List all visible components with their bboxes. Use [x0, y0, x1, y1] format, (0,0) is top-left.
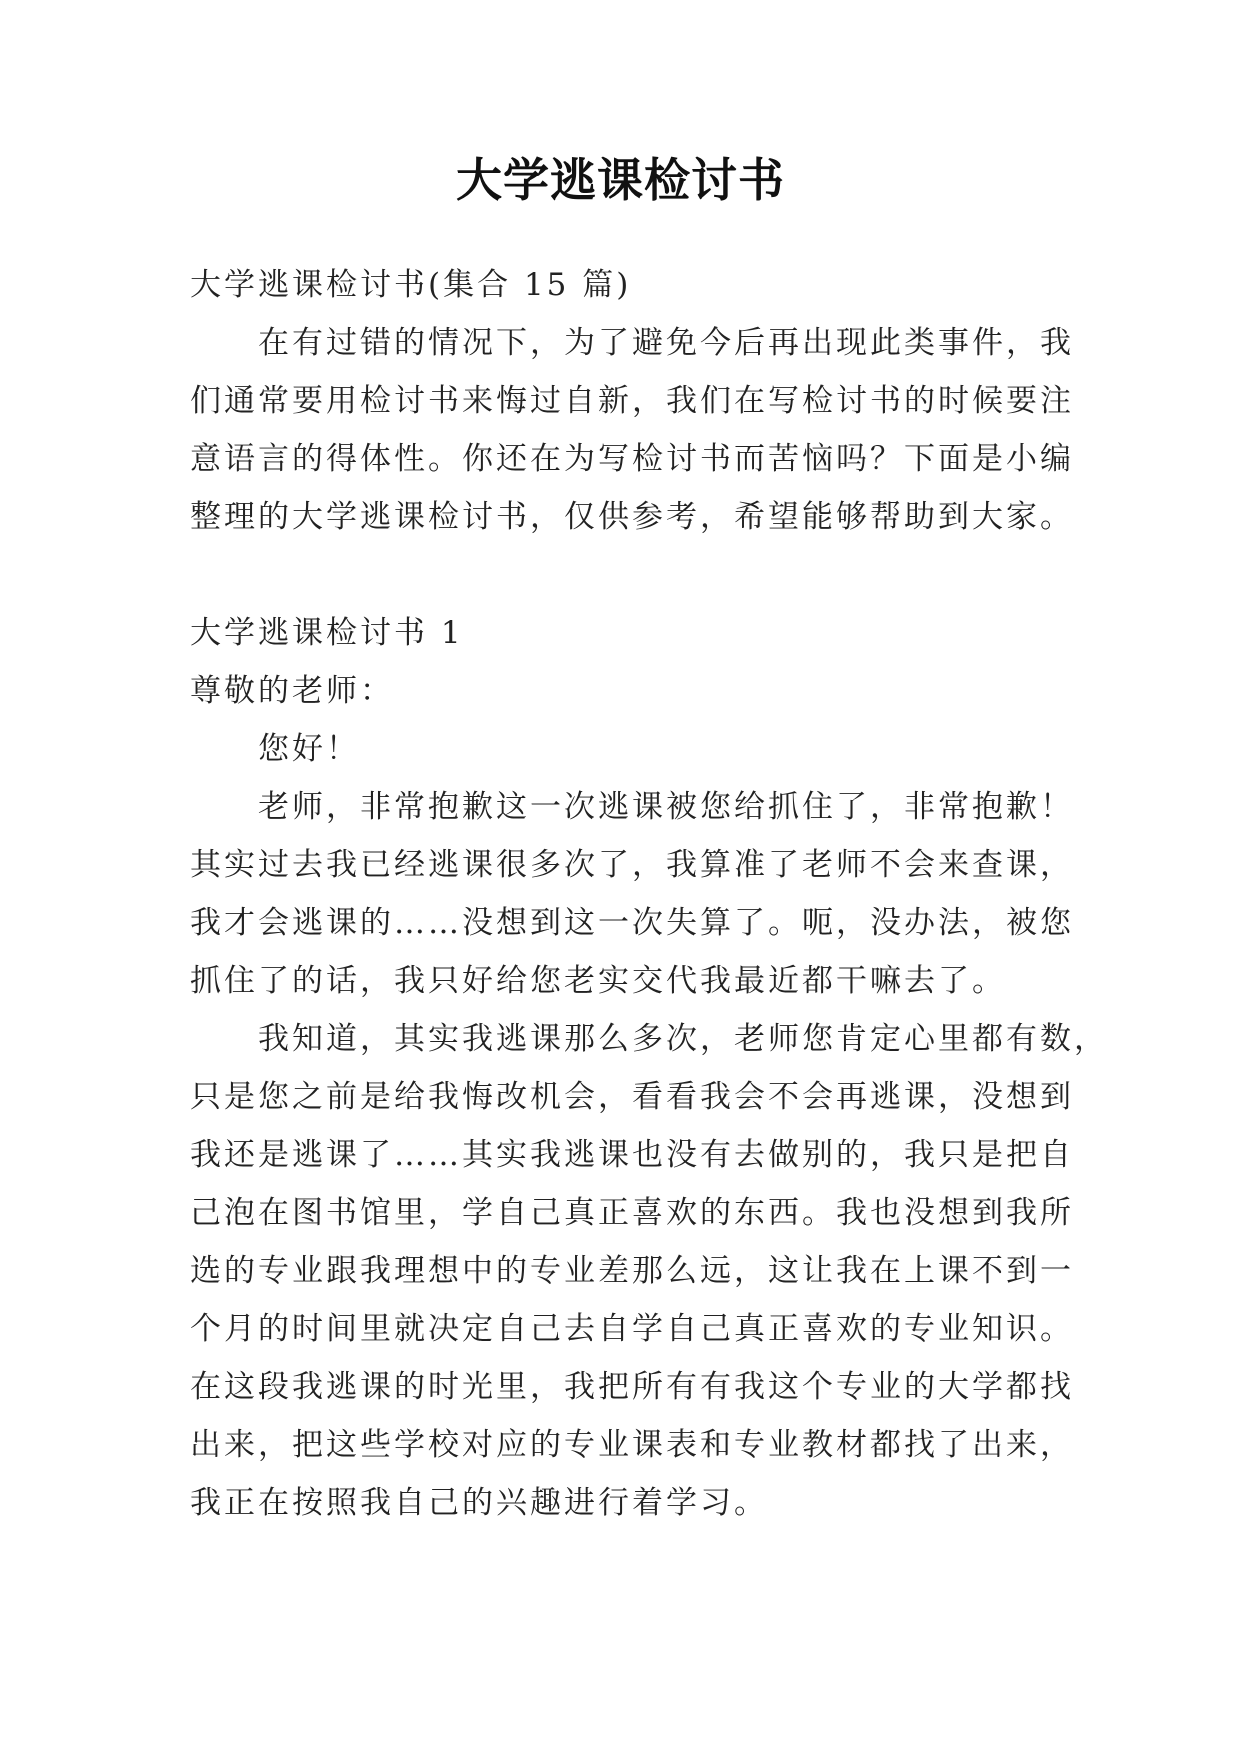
greeting: 您好！	[258, 731, 360, 767]
intro-line: 整理的大学逃课检讨书，仅供参考，希望能够帮助到大家。	[190, 499, 1074, 535]
paragraph-line: 出来，把这些学校对应的专业课表和专业教材都找了出来，	[190, 1427, 1074, 1463]
paragraph-line: 选的专业跟我理想中的专业差那么远，这让我在上课不到一	[190, 1253, 1074, 1289]
document-title: 大学逃课检讨书	[456, 153, 785, 207]
paragraph-line: 个月的时间里就决定自己去自学自己真正喜欢的专业知识。	[190, 1311, 1074, 1347]
document-subtitle: 大学逃课检讨书(集合 15 篇)	[190, 267, 632, 303]
salutation: 尊敬的老师：	[190, 673, 394, 709]
paragraph-line: 在这段我逃课的时光里，我把所有有我这个专业的大学都找	[190, 1369, 1074, 1405]
paragraph-line: 只是您之前是给我悔改机会，看看我会不会再逃课，没想到	[190, 1079, 1074, 1115]
paragraph-line: 我还是逃课了……其实我逃课也没有去做别的，我只是把自	[190, 1137, 1074, 1173]
paragraph-line: 抓住了的话，我只好给您老实交代我最近都干嘛去了。	[190, 963, 1006, 999]
paragraph-line: 我正在按照我自己的兴趣进行着学习。	[190, 1485, 768, 1521]
paragraph-line: 我才会逃课的……没想到这一次失算了。呃，没办法，被您	[190, 905, 1074, 941]
intro-line: 意语言的得体性。你还在为写检讨书而苦恼吗？下面是小编	[190, 441, 1074, 477]
blank-line	[190, 546, 1070, 604]
section-heading: 大学逃课检讨书 1	[190, 615, 464, 651]
intro-line: 在有过错的情况下，为了避免今后再出现此类事件，我	[258, 325, 1074, 361]
paragraph-line: 己泡在图书馆里，学自己真正喜欢的东西。我也没想到我所	[190, 1195, 1074, 1231]
paragraph-line: 我知道，其实我逃课那么多次，老师您肯定心里都有数，	[258, 1021, 1108, 1057]
paragraph-line: 其实过去我已经逃课很多次了，我算准了老师不会来查课，	[190, 847, 1074, 883]
paragraph-line: 老师，非常抱歉这一次逃课被您给抓住了，非常抱歉！	[258, 789, 1074, 825]
intro-line: 们通常要用检讨书来悔过自新，我们在写检讨书的时候要注	[190, 383, 1074, 419]
document-body	[190, 256, 1108, 1532]
